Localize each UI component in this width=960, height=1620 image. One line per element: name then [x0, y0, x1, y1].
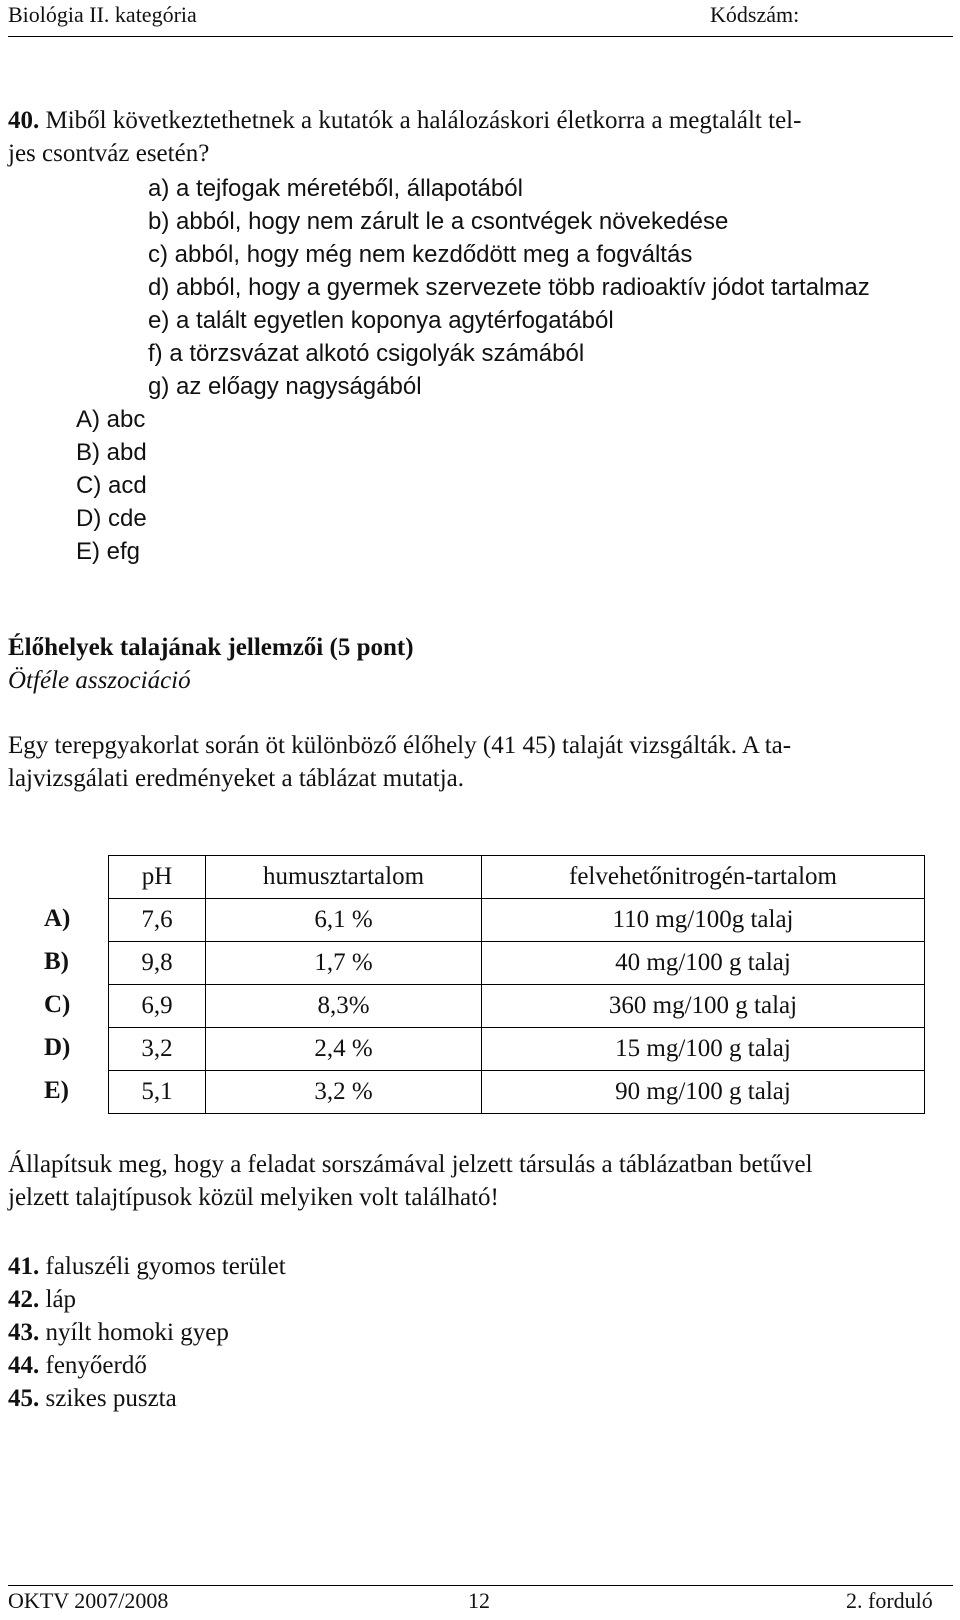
- question-40-line1: [8, 104, 953, 137]
- list-item: [8, 1382, 953, 1415]
- header-code-label: Kódszám:: [710, 2, 800, 27]
- cell-humus: 6,1 %: [206, 899, 482, 942]
- answer-a: A) abc: [76, 406, 146, 433]
- option-e: e) a talált egyetlen koponya agytérfogatából: [148, 307, 614, 334]
- item-number: 42.: [8, 1286, 40, 1313]
- cell-nitrogen: 110 mg/100g talaj: [482, 899, 925, 942]
- item-text: fenyőerdő: [45, 1352, 147, 1379]
- question-40-line2: jes csontváz esetén?: [8, 140, 210, 167]
- header-nitrogen: felvehetőnitrogén-tartalom: [482, 856, 925, 899]
- option-b: b) abból, hogy nem zárult le a csontvégek növekedése: [148, 208, 729, 235]
- cell-humus: 1,7 %: [206, 942, 482, 985]
- cell-ph: 3,2: [109, 1028, 206, 1071]
- cell-humus: 8,3%: [206, 985, 482, 1028]
- row-label-e: E): [44, 1077, 69, 1104]
- list-item: [8, 1283, 953, 1316]
- answer-d: D) cde: [76, 505, 147, 532]
- table-row: [109, 985, 925, 1028]
- option-list: [148, 172, 870, 403]
- answer-c: C) acd: [76, 472, 147, 499]
- cell-nitrogen: 90 mg/100 g talaj: [482, 1071, 925, 1114]
- answer-list: [76, 403, 147, 568]
- table-row: [109, 899, 925, 942]
- header-humus: humusztartalom: [206, 856, 482, 899]
- row-label-d: D): [44, 1034, 71, 1061]
- footer-page-number: 12: [468, 1588, 490, 1613]
- instruction: [8, 1148, 953, 1214]
- item-number: 44.: [8, 1352, 40, 1379]
- footer-contest: OKTV 2007/2008: [8, 1588, 169, 1613]
- cell-nitrogen: 360 mg/100 g talaj: [482, 985, 925, 1028]
- intro-line2: lajvizsgálati eredményeket a táblázat mutatja.: [8, 765, 465, 792]
- question-number: 40.: [8, 107, 40, 134]
- item-number: 41.: [8, 1253, 40, 1280]
- cell-ph: 6,9: [109, 985, 206, 1028]
- header-ph: pH: [109, 856, 206, 899]
- table-row: [109, 1028, 925, 1071]
- answer-e: E) efg: [76, 538, 141, 565]
- question-text: Miből következtethetnek a kutatók a halálozáskori életkorra a megtalált tel-: [45, 107, 802, 134]
- table-row: [109, 942, 925, 985]
- instruction-line1: Állapítsuk meg, hogy a feladat sorszámával jelzett társulás a táblázatban betűvel: [8, 1151, 813, 1178]
- item-text: faluszéli gyomos terület: [45, 1253, 286, 1280]
- item-text: nyílt homoki gyep: [45, 1319, 229, 1346]
- table-row: [109, 1071, 925, 1114]
- item-text: láp: [45, 1286, 77, 1313]
- footer-rule: [8, 1585, 953, 1586]
- question-40: [8, 104, 953, 170]
- cell-humus: 2,4 %: [206, 1028, 482, 1071]
- item-number: 43.: [8, 1319, 40, 1346]
- header-rule: [8, 36, 953, 37]
- option-a: a) a tejfogak méretéből, állapotából: [148, 175, 523, 202]
- header-category: Biológia II. kategória: [8, 2, 197, 27]
- item-number: 45.: [8, 1385, 40, 1412]
- option-d: d) abból, hogy a gyermek szervezete több radioaktív jódot tartalmaz: [148, 274, 870, 301]
- cell-nitrogen: 15 mg/100 g talaj: [482, 1028, 925, 1071]
- section-subtitle: Ötféle asszociáció: [8, 667, 191, 694]
- table-header-row: [109, 856, 925, 899]
- soil-table: [108, 855, 925, 1114]
- row-label-a: A): [44, 905, 71, 932]
- cell-ph: 7,6: [109, 899, 206, 942]
- row-label-c: C): [44, 991, 71, 1018]
- list-item: [8, 1316, 953, 1349]
- instruction-line2: jelzett talajtípusok közül melyiken volt található!: [8, 1184, 499, 1211]
- list-item: [8, 1250, 953, 1283]
- cell-ph: 5,1: [109, 1071, 206, 1114]
- section-intro: [8, 729, 953, 795]
- option-f: f) a törzsvázat alkotó csigolyák számából: [148, 340, 585, 367]
- option-g: g) az előagy nagyságából: [148, 373, 422, 400]
- item-list: [8, 1250, 953, 1415]
- cell-humus: 3,2 %: [206, 1071, 482, 1114]
- row-label-b: B): [44, 948, 69, 975]
- answer-b: B) abd: [76, 439, 147, 466]
- cell-ph: 9,8: [109, 942, 206, 985]
- section-header: [8, 631, 953, 697]
- list-item: [8, 1349, 953, 1382]
- intro-line1: Egy terepgyakorlat során öt különböző élőhely (41 45) talaját vizsgálták. A ta-: [8, 732, 792, 759]
- footer-round: 2. forduló: [846, 1588, 933, 1613]
- item-text: szikes puszta: [45, 1385, 177, 1412]
- section-title: Élőhelyek talajának jellemzői (5 pont): [8, 634, 414, 661]
- cell-nitrogen: 40 mg/100 g talaj: [482, 942, 925, 985]
- option-c: c) abból, hogy még nem kezdődött meg a fogváltás: [148, 241, 693, 268]
